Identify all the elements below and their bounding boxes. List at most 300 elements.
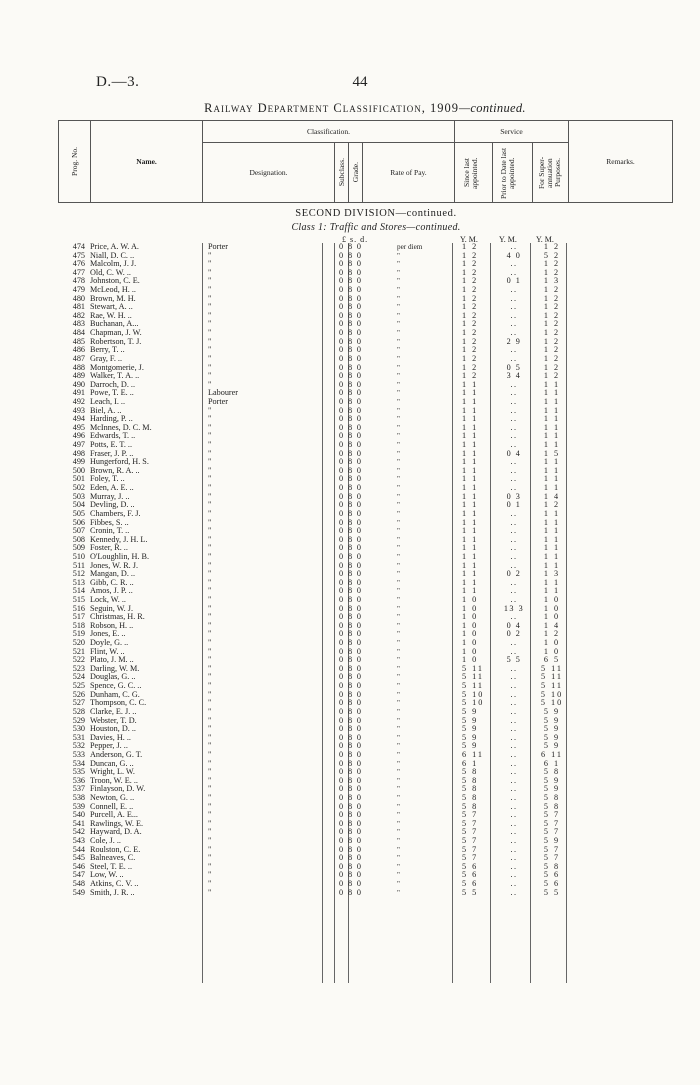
name: Biel, A. .. <box>90 406 122 415</box>
prior-to-date: .. <box>510 853 518 863</box>
since-last: 1 2 <box>462 345 479 355</box>
since-last: 1 0 <box>462 629 479 639</box>
rate-period: " <box>397 837 400 846</box>
rate-of-pay: 0 8 0 <box>339 827 363 837</box>
name: McLeod, H. .. <box>90 286 136 295</box>
prior-to-date: .. <box>510 724 518 734</box>
name: Plato, J. M. .. <box>90 656 134 665</box>
designation: " <box>208 844 212 854</box>
prog-no: 533 <box>72 749 85 759</box>
prog-no: 485 <box>72 336 85 346</box>
prior-to-date: 0 5 <box>506 362 522 372</box>
for-super: 1 1 <box>543 551 561 561</box>
prog-no: 491 <box>72 388 85 398</box>
prog-no: 520 <box>72 638 85 648</box>
table-row <box>58 320 672 329</box>
table-row <box>58 742 672 751</box>
designation: " <box>208 371 212 381</box>
rate-of-pay: 0 8 0 <box>339 396 363 406</box>
name: Lock, W. .. <box>90 595 126 604</box>
name: Spence, G. C. .. <box>90 682 142 691</box>
since-last: 1 1 <box>462 586 479 596</box>
for-super: 5 9 <box>543 741 561 751</box>
table-row <box>58 579 672 588</box>
prog-no: 507 <box>72 526 85 536</box>
rate-of-pay: 0 8 0 <box>339 362 363 372</box>
since-last: 1 1 <box>462 491 479 501</box>
for-super: 1 1 <box>543 388 561 398</box>
designation: Porter <box>208 396 229 406</box>
prior-to-date: .. <box>510 388 518 398</box>
rate-period: " <box>397 372 400 381</box>
rate-of-pay: 0 8 0 <box>339 560 363 570</box>
prior-to-date: .. <box>510 543 518 553</box>
since-last: 5 7 <box>462 836 479 846</box>
designation: " <box>208 422 212 432</box>
designation: " <box>208 250 212 260</box>
prog-no: 549 <box>72 887 85 897</box>
rate-of-pay: 0 8 0 <box>339 801 363 811</box>
table-row <box>58 329 672 338</box>
designation: " <box>208 724 212 734</box>
prior-to-date: .. <box>510 879 518 889</box>
for-super: 1 0 <box>543 612 561 622</box>
name: Price, A. W. A. <box>90 243 139 251</box>
rate-period: " <box>397 880 400 889</box>
designation: " <box>208 534 212 544</box>
rate-period: " <box>397 354 400 363</box>
prog-no: 495 <box>72 422 85 432</box>
name: Powe, T. E. .. <box>90 389 134 398</box>
name: Steel, T. E. .. <box>90 862 132 871</box>
for-super: 5 9 <box>543 836 561 846</box>
designation: " <box>208 491 212 501</box>
for-super: 5 8 <box>543 793 561 802</box>
since-last: 1 2 <box>462 293 479 303</box>
rate-of-pay: 0 8 0 <box>339 620 363 630</box>
since-last: 1 1 <box>462 526 479 536</box>
prior-to-date: .. <box>510 706 518 716</box>
prog-no: 519 <box>72 629 85 639</box>
rate-of-pay: 0 8 0 <box>339 302 363 312</box>
rate-period: per diem <box>397 243 423 251</box>
rate-period: " <box>397 888 400 897</box>
for-super: 5 9 <box>543 715 561 725</box>
for-super: 1 2 <box>543 353 561 363</box>
designation: " <box>208 706 212 716</box>
prog-no: 521 <box>72 646 85 656</box>
designation: " <box>208 758 212 768</box>
name: Eden, A. E. .. <box>90 484 134 493</box>
name: Gibb, C. R. .. <box>90 578 134 587</box>
table-row <box>58 475 672 484</box>
table-row <box>58 519 672 528</box>
prior-to-date: .. <box>510 508 518 518</box>
rate-period: " <box>397 570 400 579</box>
name: Old, C. W. .. <box>90 268 131 277</box>
since-last: 1 2 <box>462 276 479 286</box>
for-super: 5 9 <box>543 784 561 794</box>
designation: " <box>208 345 212 355</box>
designation: " <box>208 362 212 372</box>
rate-of-pay: 0 8 0 <box>339 681 363 691</box>
for-super: 1 4 <box>543 620 561 630</box>
prog-no: 517 <box>72 612 85 622</box>
name: Roulston, C. E. <box>90 845 141 854</box>
since-last: 5 8 <box>462 793 479 802</box>
since-last: 1 2 <box>462 371 479 381</box>
rate-period: " <box>397 552 400 561</box>
designation: " <box>208 870 212 880</box>
designation: " <box>208 853 212 863</box>
table-row <box>58 389 672 398</box>
name: Devling, D. .. <box>90 501 135 510</box>
for-super: 6 11 <box>540 749 564 759</box>
rate-period: " <box>397 432 400 441</box>
prog-no: 538 <box>72 793 85 802</box>
designation: " <box>208 612 212 622</box>
prior-to-date: .. <box>510 870 518 880</box>
prior-to-date: .. <box>510 422 518 432</box>
rate-of-pay: 0 8 0 <box>339 543 363 553</box>
rate-of-pay: 0 8 0 <box>339 242 363 251</box>
since-last: 1 1 <box>462 396 479 406</box>
prior-to-date: 3 4 <box>506 371 522 381</box>
prog-no: 535 <box>72 767 85 777</box>
rate-of-pay: 0 8 0 <box>339 577 363 587</box>
prog-no: 528 <box>72 706 85 716</box>
prog-no: 477 <box>72 267 85 277</box>
rate-period: " <box>397 441 400 450</box>
table-row <box>58 863 672 872</box>
name: Hayward, D. A. <box>90 828 142 837</box>
rate-of-pay: 0 8 0 <box>339 844 363 854</box>
since-last: 5 7 <box>462 853 479 863</box>
name: Balneaves, C. <box>90 854 136 863</box>
prog-no: 541 <box>72 818 85 828</box>
rate-period: " <box>397 466 400 475</box>
table-row <box>58 544 672 553</box>
table-row <box>58 303 672 312</box>
for-super: 1 2 <box>543 629 561 639</box>
prog-no: 490 <box>72 379 85 389</box>
rate-period: " <box>397 819 400 828</box>
since-last: 1 1 <box>462 569 479 579</box>
prog-no: 547 <box>72 870 85 880</box>
rate-period: " <box>397 716 400 725</box>
prior-to-date: .. <box>510 612 518 622</box>
designation: " <box>208 741 212 751</box>
name: Christmas, H. R. <box>90 613 145 622</box>
title-main: Railway Department Classification, 1909 <box>204 101 459 115</box>
name: Smith, J. R. .. <box>90 888 135 897</box>
rate-of-pay: 0 8 0 <box>339 698 363 708</box>
since-last: 5 11 <box>462 663 485 673</box>
name: Finlayson, D. W. <box>90 785 146 794</box>
prior-to-date: 2 9 <box>506 336 522 346</box>
prior-to-date: .. <box>510 431 518 441</box>
since-last: 1 0 <box>462 620 479 630</box>
rate-period: " <box>397 664 400 673</box>
rate-period: " <box>397 501 400 510</box>
prog-no: 483 <box>72 319 85 329</box>
name: Montgomerie, J. <box>90 363 144 372</box>
prog-no: 488 <box>72 362 85 372</box>
name: Mangan, D. .. <box>90 570 136 579</box>
designation: " <box>208 620 212 630</box>
col-service: Service <box>455 121 569 143</box>
rate-of-pay: 0 8 0 <box>339 551 363 561</box>
prog-no: 484 <box>72 328 85 338</box>
name: Berry, T. .. <box>90 346 125 355</box>
prog-no: 499 <box>72 457 85 467</box>
rate-period: " <box>397 862 400 871</box>
designation: " <box>208 887 212 897</box>
rate-of-pay: 0 8 0 <box>339 663 363 673</box>
prior-to-date: .. <box>510 758 518 768</box>
rate-period: " <box>397 707 400 716</box>
designation: " <box>208 698 212 708</box>
prior-to-date: .. <box>510 793 518 802</box>
name: Anderson, G. T. <box>90 750 143 759</box>
table-row <box>58 587 672 596</box>
table-row <box>58 252 672 261</box>
prior-to-date: 0 3 <box>506 491 522 501</box>
for-super: 1 1 <box>543 560 561 570</box>
since-last: 1 2 <box>462 285 479 295</box>
name: Cole, J. .. <box>90 837 121 846</box>
since-last: 5 8 <box>462 767 479 777</box>
prior-to-date: .. <box>510 672 518 682</box>
table-row <box>58 355 672 364</box>
table-row <box>58 562 672 571</box>
prog-no: 489 <box>72 371 85 381</box>
rate-period: " <box>397 286 400 295</box>
prog-no: 518 <box>72 620 85 630</box>
designation: " <box>208 440 212 450</box>
designation: " <box>208 784 212 794</box>
table-row <box>58 725 672 734</box>
prior-to-date: .. <box>510 293 518 303</box>
rate-period: " <box>397 759 400 768</box>
rate-period: " <box>397 535 400 544</box>
name: Jones, W. R. J. <box>90 561 138 570</box>
rate-of-pay: 0 8 0 <box>339 715 363 725</box>
for-super: 1 1 <box>543 440 561 450</box>
prog-no: 544 <box>72 844 85 854</box>
since-last: 5 11 <box>462 681 485 691</box>
for-super: 1 5 <box>543 448 561 458</box>
prior-to-date: .. <box>510 698 518 708</box>
since-last: 1 2 <box>462 336 479 346</box>
since-last: 1 2 <box>462 319 479 329</box>
table-row <box>58 501 672 510</box>
rate-period: " <box>397 397 400 406</box>
since-last: 1 1 <box>462 560 479 570</box>
since-last: 5 8 <box>462 784 479 794</box>
prog-no: 500 <box>72 465 85 475</box>
rate-period: " <box>397 776 400 785</box>
name: Buchanan, A... <box>90 320 139 329</box>
prior-to-date: .. <box>510 681 518 691</box>
designation: " <box>208 414 212 424</box>
for-super: 5 11 <box>540 663 564 673</box>
for-super: 1 1 <box>543 508 561 518</box>
rate-period: " <box>397 406 400 415</box>
for-super: 5 9 <box>543 724 561 734</box>
prog-no: 505 <box>72 508 85 518</box>
since-last: 1 2 <box>462 362 479 372</box>
rate-of-pay: 0 8 0 <box>339 629 363 639</box>
rate-period: " <box>397 527 400 536</box>
rate-of-pay: 0 8 0 <box>339 483 363 493</box>
table-row <box>58 407 672 416</box>
rate-of-pay: 0 8 0 <box>339 810 363 820</box>
prior-to-date: .. <box>510 414 518 424</box>
prog-no: 493 <box>72 405 85 415</box>
table-row <box>58 493 672 502</box>
rate-period: " <box>397 699 400 708</box>
table-row <box>58 277 672 286</box>
for-super: 1 2 <box>543 302 561 312</box>
rate-of-pay: 0 8 0 <box>339 853 363 863</box>
designation: Labourer <box>208 388 239 398</box>
page-title <box>0 101 700 116</box>
for-super: 1 1 <box>543 431 561 441</box>
prior-to-date: .. <box>510 319 518 329</box>
designation: " <box>208 302 212 312</box>
for-super: 1 2 <box>543 293 561 303</box>
prog-no: 534 <box>72 758 85 768</box>
since-last: 5 6 <box>462 870 479 880</box>
page-number: 44 <box>352 74 368 90</box>
for-super: 1 1 <box>543 457 561 467</box>
name: Murray, J. .. <box>90 492 130 501</box>
for-super: 1 2 <box>543 319 561 329</box>
unit-ym-since: Y. M. <box>460 235 478 244</box>
name: Amos, J. P. .. <box>90 587 133 596</box>
for-super: 1 2 <box>543 242 561 251</box>
since-last: 1 2 <box>462 328 479 338</box>
table-row <box>58 630 672 639</box>
name: Low, W. .. <box>90 871 124 880</box>
rate-of-pay: 0 8 0 <box>339 422 363 432</box>
table-row <box>58 682 672 691</box>
table-row <box>58 527 672 536</box>
for-super: 5 8 <box>543 801 561 811</box>
table-row <box>58 854 672 863</box>
prog-no: 475 <box>72 250 85 260</box>
for-super: 5 10 <box>540 689 564 699</box>
for-super: 5 11 <box>540 681 564 691</box>
designation: " <box>208 560 212 570</box>
since-last: 1 1 <box>462 517 479 527</box>
designation: " <box>208 775 212 785</box>
since-last: 6 11 <box>462 749 485 759</box>
rate-period: " <box>397 423 400 432</box>
rate-period: " <box>397 828 400 837</box>
prior-to-date: 0 4 <box>506 620 522 630</box>
since-last: 1 1 <box>462 405 479 415</box>
for-super: 1 1 <box>543 577 561 587</box>
since-last: 1 1 <box>462 414 479 424</box>
rate-of-pay: 0 8 0 <box>339 758 363 768</box>
designation: " <box>208 810 212 820</box>
since-last: 1 1 <box>462 379 479 389</box>
col-prior-to-date: Prior to Date last appointed. <box>493 143 533 203</box>
prior-to-date: .. <box>510 810 518 820</box>
rate-period: " <box>397 854 400 863</box>
table-row <box>58 648 672 657</box>
for-super: 5 7 <box>543 844 561 854</box>
rate-of-pay: 0 8 0 <box>339 353 363 363</box>
prior-to-date: .. <box>510 560 518 570</box>
name: Walker, T. A. .. <box>90 372 140 381</box>
rate-period: " <box>397 742 400 751</box>
since-last: 1 1 <box>462 543 479 553</box>
name: Pepper, J. .. <box>90 742 128 751</box>
for-super: 1 3 <box>543 569 561 579</box>
for-super: 1 2 <box>543 285 561 295</box>
for-super: 1 0 <box>543 646 561 656</box>
name: Stewart, A. .. <box>90 303 133 312</box>
for-super: 1 1 <box>543 534 561 544</box>
rate-of-pay: 0 8 0 <box>339 870 363 880</box>
table-row <box>58 708 672 717</box>
designation: " <box>208 801 212 811</box>
since-last: 1 1 <box>462 474 479 484</box>
table-row <box>58 570 672 579</box>
prog-no: 482 <box>72 310 85 320</box>
prior-to-date: 0 1 <box>506 500 522 510</box>
since-last: 1 2 <box>462 302 479 312</box>
prog-no: 487 <box>72 353 85 363</box>
name: Thompson, C. C. <box>90 699 147 708</box>
prior-to-date: .. <box>510 801 518 811</box>
rate-period: " <box>397 587 400 596</box>
prior-to-date: .. <box>510 775 518 785</box>
rate-of-pay: 0 8 0 <box>339 517 363 527</box>
table-row <box>58 398 672 407</box>
name: Brown, R. A. .. <box>90 466 140 475</box>
for-super: 5 7 <box>543 810 561 820</box>
col-designation: Designation. <box>203 143 335 203</box>
since-last: 1 0 <box>462 646 479 656</box>
rate-of-pay: 0 8 0 <box>339 526 363 536</box>
rate-period: " <box>397 268 400 277</box>
table-body <box>58 243 672 897</box>
designation: " <box>208 267 212 277</box>
name: Atkins, C. V. .. <box>90 880 139 889</box>
designation: " <box>208 353 212 363</box>
prior-to-date: .. <box>510 379 518 389</box>
name: Duncan, G. .. <box>90 759 134 768</box>
prior-to-date: .. <box>510 827 518 837</box>
designation: " <box>208 767 212 777</box>
for-super: 1 1 <box>543 483 561 493</box>
for-super: 5 7 <box>543 827 561 837</box>
table-row <box>58 785 672 794</box>
rate-period: " <box>397 475 400 484</box>
name: Robson, H. .. <box>90 621 134 630</box>
since-last: 1 0 <box>462 612 479 622</box>
name: Flint, W. .. <box>90 647 125 656</box>
for-super: 5 10 <box>540 698 564 708</box>
since-last: 1 0 <box>462 638 479 648</box>
name: Seguin, W. J. <box>90 604 133 613</box>
designation: " <box>208 379 212 389</box>
rate-period: " <box>397 561 400 570</box>
